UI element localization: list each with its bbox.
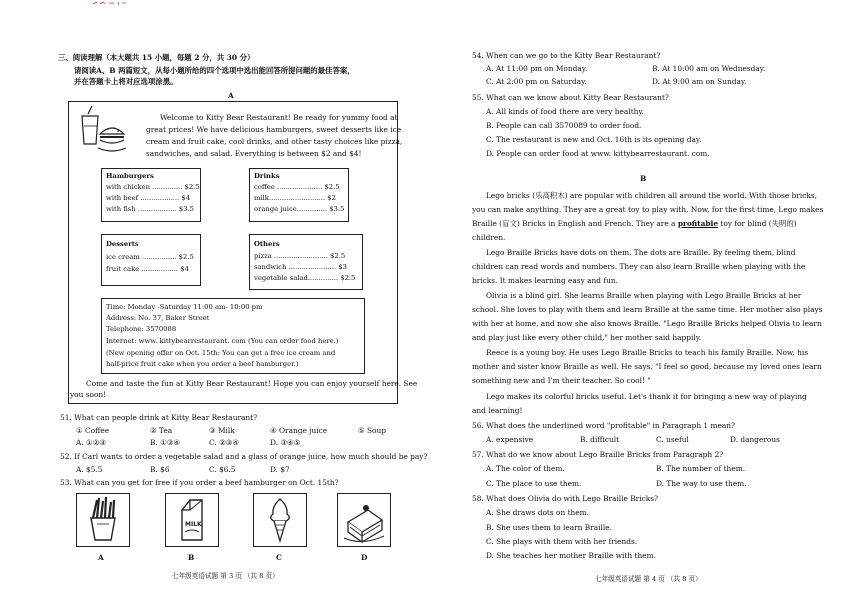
q51-stem: 51. What can people drink at Kitty Bear Restaurant? <box>60 413 258 422</box>
q52-option-c[interactable]: C. $6.5 <box>209 465 236 474</box>
q57-option-c[interactable]: C. The place to use them. <box>486 479 582 488</box>
q53-label-a: A <box>98 553 104 562</box>
section-title: 三、阅读理解（本大题共 15 小题，每题 2 分，共 30 分） <box>58 53 255 62</box>
q58-option-a[interactable]: A. She draws dots on them. <box>486 508 590 517</box>
page-footer-right: 七年级英语试题 第 4 页 （共 8 页） <box>595 575 702 583</box>
p1-line-3 <box>472 219 797 228</box>
restaurant-info-box <box>101 298 365 374</box>
q55-option-a[interactable]: A. All kinds of food there are very healthy. <box>486 107 644 116</box>
q56-option-d[interactable]: D. dangerous <box>730 435 780 444</box>
p3-line-2: school. She loves to play with them and learn Braille at the same time. Her mother also plays <box>472 305 823 314</box>
fruit-cake-icon <box>338 494 390 546</box>
q56-stem: 56. What does the underlined word "profitable" in Paragraph 1 mean? <box>472 421 735 430</box>
p1-line-1: Lego bricks (乐高积木) are popular with children all around the world. With those bricks, <box>486 191 818 200</box>
q51-item: ④ Orange juice <box>270 426 328 435</box>
q57-option-b[interactable]: B. The number of them. <box>656 464 746 473</box>
p1-line-4: children. <box>472 233 506 242</box>
instruction-line-1: 请阅读A、B 两篇短文，从每小题所给的四个选项中选出能回答所提问题的最佳答案， <box>74 66 355 75</box>
q53-stem: 53. What can you get for free if you order a beef hamburger on Oct. 15th? <box>60 478 339 487</box>
q57-option-a[interactable]: A. The color of them. <box>486 464 565 473</box>
q52-option-b[interactable]: B. $6 <box>150 465 170 474</box>
p4-line-2: mother and sister know Braille as well. He says, "I feel so good, because my loved ones learn <box>472 362 822 371</box>
info-address: Address: No. 37, Baker Street <box>106 314 210 322</box>
q55-option-b[interactable]: B. People can call 3570089 to order food. <box>486 121 642 130</box>
menu-item: orange juice.............. $3.5 <box>254 205 345 213</box>
q54-option-b[interactable]: B. At 10:00 am on Wednesday. <box>652 64 766 73</box>
q56-option-a[interactable]: A. expensive <box>486 435 534 444</box>
p4-line-3: something new and I'm their teacher. So cool! " <box>472 376 651 385</box>
p2-line-3: bricks. It makes learning easy and fun. <box>472 276 618 285</box>
fries-icon <box>77 494 129 546</box>
menu-item: with beef .................. $4 <box>106 194 191 202</box>
p1-line-3-end: toy for blind (失明的) <box>718 219 797 228</box>
info-telephone: Telephone: 3570088 <box>106 325 177 333</box>
p1-line-3-start: Braille (盲文) Bricks in English and French. They are a <box>472 219 678 228</box>
intro-line-4: sandwiches, and salad. Everything is between $2 and $4! <box>146 149 362 158</box>
profitable-word: profitable <box>677 219 719 228</box>
q51-option-a[interactable]: A. ①②③ <box>76 438 106 447</box>
q54-option-a[interactable]: A. At 11:00 pm on Monday. <box>486 64 588 73</box>
p3-line-1: Olivia is a blind girl. She learns Braille when playing with Lego Braille Bricks at her <box>486 291 802 300</box>
menu-item: with fish .................. $3.5 <box>106 205 195 213</box>
q53-picture-b[interactable] <box>165 493 219 547</box>
menu-item: ice cream ................ $2.5 <box>106 253 194 261</box>
burger-drink-icon <box>78 104 128 156</box>
menu-item: with chicken .............. $2.5 <box>106 183 200 191</box>
q56-option-b[interactable]: B. difficult <box>580 435 620 444</box>
q58-stem: 58. What does Olivia do with Lego Braille Bricks? <box>472 494 658 503</box>
q51-item: ② Tea <box>150 426 173 435</box>
info-offer-1: (New opening offer on Oct. 15th: You can get a free ice cream and <box>106 349 336 357</box>
q51-item: ① Coffee <box>76 426 110 435</box>
milk-label: MILK <box>185 521 202 528</box>
q58-option-d[interactable]: D. She teaches her mother Braille with them. <box>486 551 656 560</box>
q51-item: ③ Milk <box>209 426 235 435</box>
passage-a-label: A <box>228 91 234 100</box>
menu-item: pizza ......................... $2.5 <box>254 252 346 260</box>
q53-label-d: D <box>361 553 368 562</box>
closing-line-1: Come and taste the fun at Kitty Bear Restaurant! Hope you can enjoy yourself here. See <box>86 379 418 388</box>
menu-item: milk.......................... $2 <box>254 194 336 202</box>
instruction-line-2: 并在答题卡上将对应选项涂黑。 <box>74 77 178 86</box>
scanner-mark-icon <box>92 0 128 6</box>
q53-label-b: B <box>188 553 195 562</box>
q51-option-c[interactable]: C. ②③④ <box>209 438 239 447</box>
menu-item: coffee ..................... $2.5 <box>254 183 340 191</box>
menu-drinks-box <box>249 168 349 222</box>
menu-drinks-title: Drinks <box>254 172 280 180</box>
p2-line-1: Lego Braille Bricks have dots on them. The dots are Braille. By feeling them, blind <box>486 248 796 257</box>
p2-line-2: children can read words and numbers. They can also learn Braille when playing with the <box>472 262 806 271</box>
closing-line-2: you soon! <box>70 390 107 399</box>
ice-cream-icon <box>254 494 306 546</box>
q51-option-d[interactable]: D. ③④⑤ <box>270 438 301 447</box>
q55-stem: 55. What can we know about Kitty Bear Restaurant? <box>472 93 669 102</box>
q54-option-d[interactable]: D. At 9:00 am on Sunday. <box>652 77 747 86</box>
menu-hamburgers-box <box>101 168 201 222</box>
q58-option-b[interactable]: B. She uses them to learn Braille. <box>486 523 612 532</box>
p5-line-2: and learning! <box>472 406 523 415</box>
p5-line-1: Lego makes its colorful bricks useful. Let's thank it for bringing a new way of playing <box>486 392 807 401</box>
p3-line-3: with her at home, and now she also knows Braille. "Lego Braille Bricks helped Olivia to learn <box>472 319 822 328</box>
passage-b-label: B <box>640 174 647 183</box>
info-time: Time: Monday -Saturday 11:00 am- 10:00 pm <box>106 303 263 311</box>
p4-line-1: Reece is a young boy. He uses Lego Braille Bricks to teach his family Braille. Now, his <box>486 348 808 357</box>
info-offer-2: half-price fruit cake when you order a beef hamburger.) <box>106 360 299 368</box>
info-internet: Internet: www. kittybearrestaurant. com (You can order food here.) <box>106 337 339 345</box>
q52-option-d[interactable]: D. $7 <box>270 465 290 474</box>
menu-hamburgers-title: Hamburgers <box>106 172 154 180</box>
q55-option-d[interactable]: D. People can order food at www. kittybearrestaurant. com. <box>486 149 710 158</box>
menu-item: fruit cake ................. $4 <box>106 265 189 273</box>
menu-desserts-box <box>101 234 201 286</box>
q52-option-a[interactable]: A. $5.5 <box>76 465 103 474</box>
q55-option-c[interactable]: C. The restaurant is new and Oct. 16th is its opening day. <box>486 135 702 144</box>
q58-option-c[interactable]: C. She plays with them with her friends. <box>486 537 638 546</box>
p3-line-4: and play just like every other child," her mother said happily. <box>472 333 702 342</box>
q57-stem: 57. What do we know about Lego Braille Bricks from Paragraph 2? <box>472 450 724 459</box>
q54-option-c[interactable]: C. At 2:00 pm on Saturday. <box>486 77 587 86</box>
q53-picture-d[interactable] <box>337 493 391 547</box>
p1-line-2: you can make anything. They are a great toy to play with. Now, for the first time, Lego makes <box>472 205 824 214</box>
q53-label-c: C <box>276 553 282 562</box>
menu-others-box <box>249 234 363 290</box>
page-footer-left: 七年级英语试题 第 3 页 （共 8 页） <box>172 572 279 580</box>
q53-picture-a[interactable] <box>76 493 130 547</box>
q56-option-c[interactable]: C. useful <box>656 435 689 444</box>
menu-item: sandwich ...................... $3 <box>254 263 347 271</box>
menu-desserts-title: Desserts <box>106 240 139 248</box>
intro-line-3: cream and fruit cake, cool drinks, and other tasty choices like pizza, <box>146 137 403 146</box>
menu-item: vegetable salad.............. $2.5 <box>254 274 356 282</box>
q53-picture-c[interactable] <box>253 493 307 547</box>
q57-option-d[interactable]: D. The way to use them. <box>656 479 747 488</box>
intro-line-2: great prices! We have delicious hamburgers, sweet desserts like ice <box>146 125 402 134</box>
milk-carton-icon <box>166 494 218 546</box>
q54-stem: 54. When can we go to the Kitty Bear Restaurant? <box>472 51 661 60</box>
q52-stem: 52. If Carl wants to order a vegetable salad and a glass of orange juice, how much should be pay? <box>60 452 428 461</box>
intro-line-1: Welcome to Kitty Bear Restaurant! Be ready for yummy food at <box>160 113 398 122</box>
q51-option-b[interactable]: B. ①③④ <box>150 438 181 447</box>
q51-item: ⑤ Soup <box>358 426 386 435</box>
menu-others-title: Others <box>254 240 280 248</box>
right-page <box>430 0 860 609</box>
